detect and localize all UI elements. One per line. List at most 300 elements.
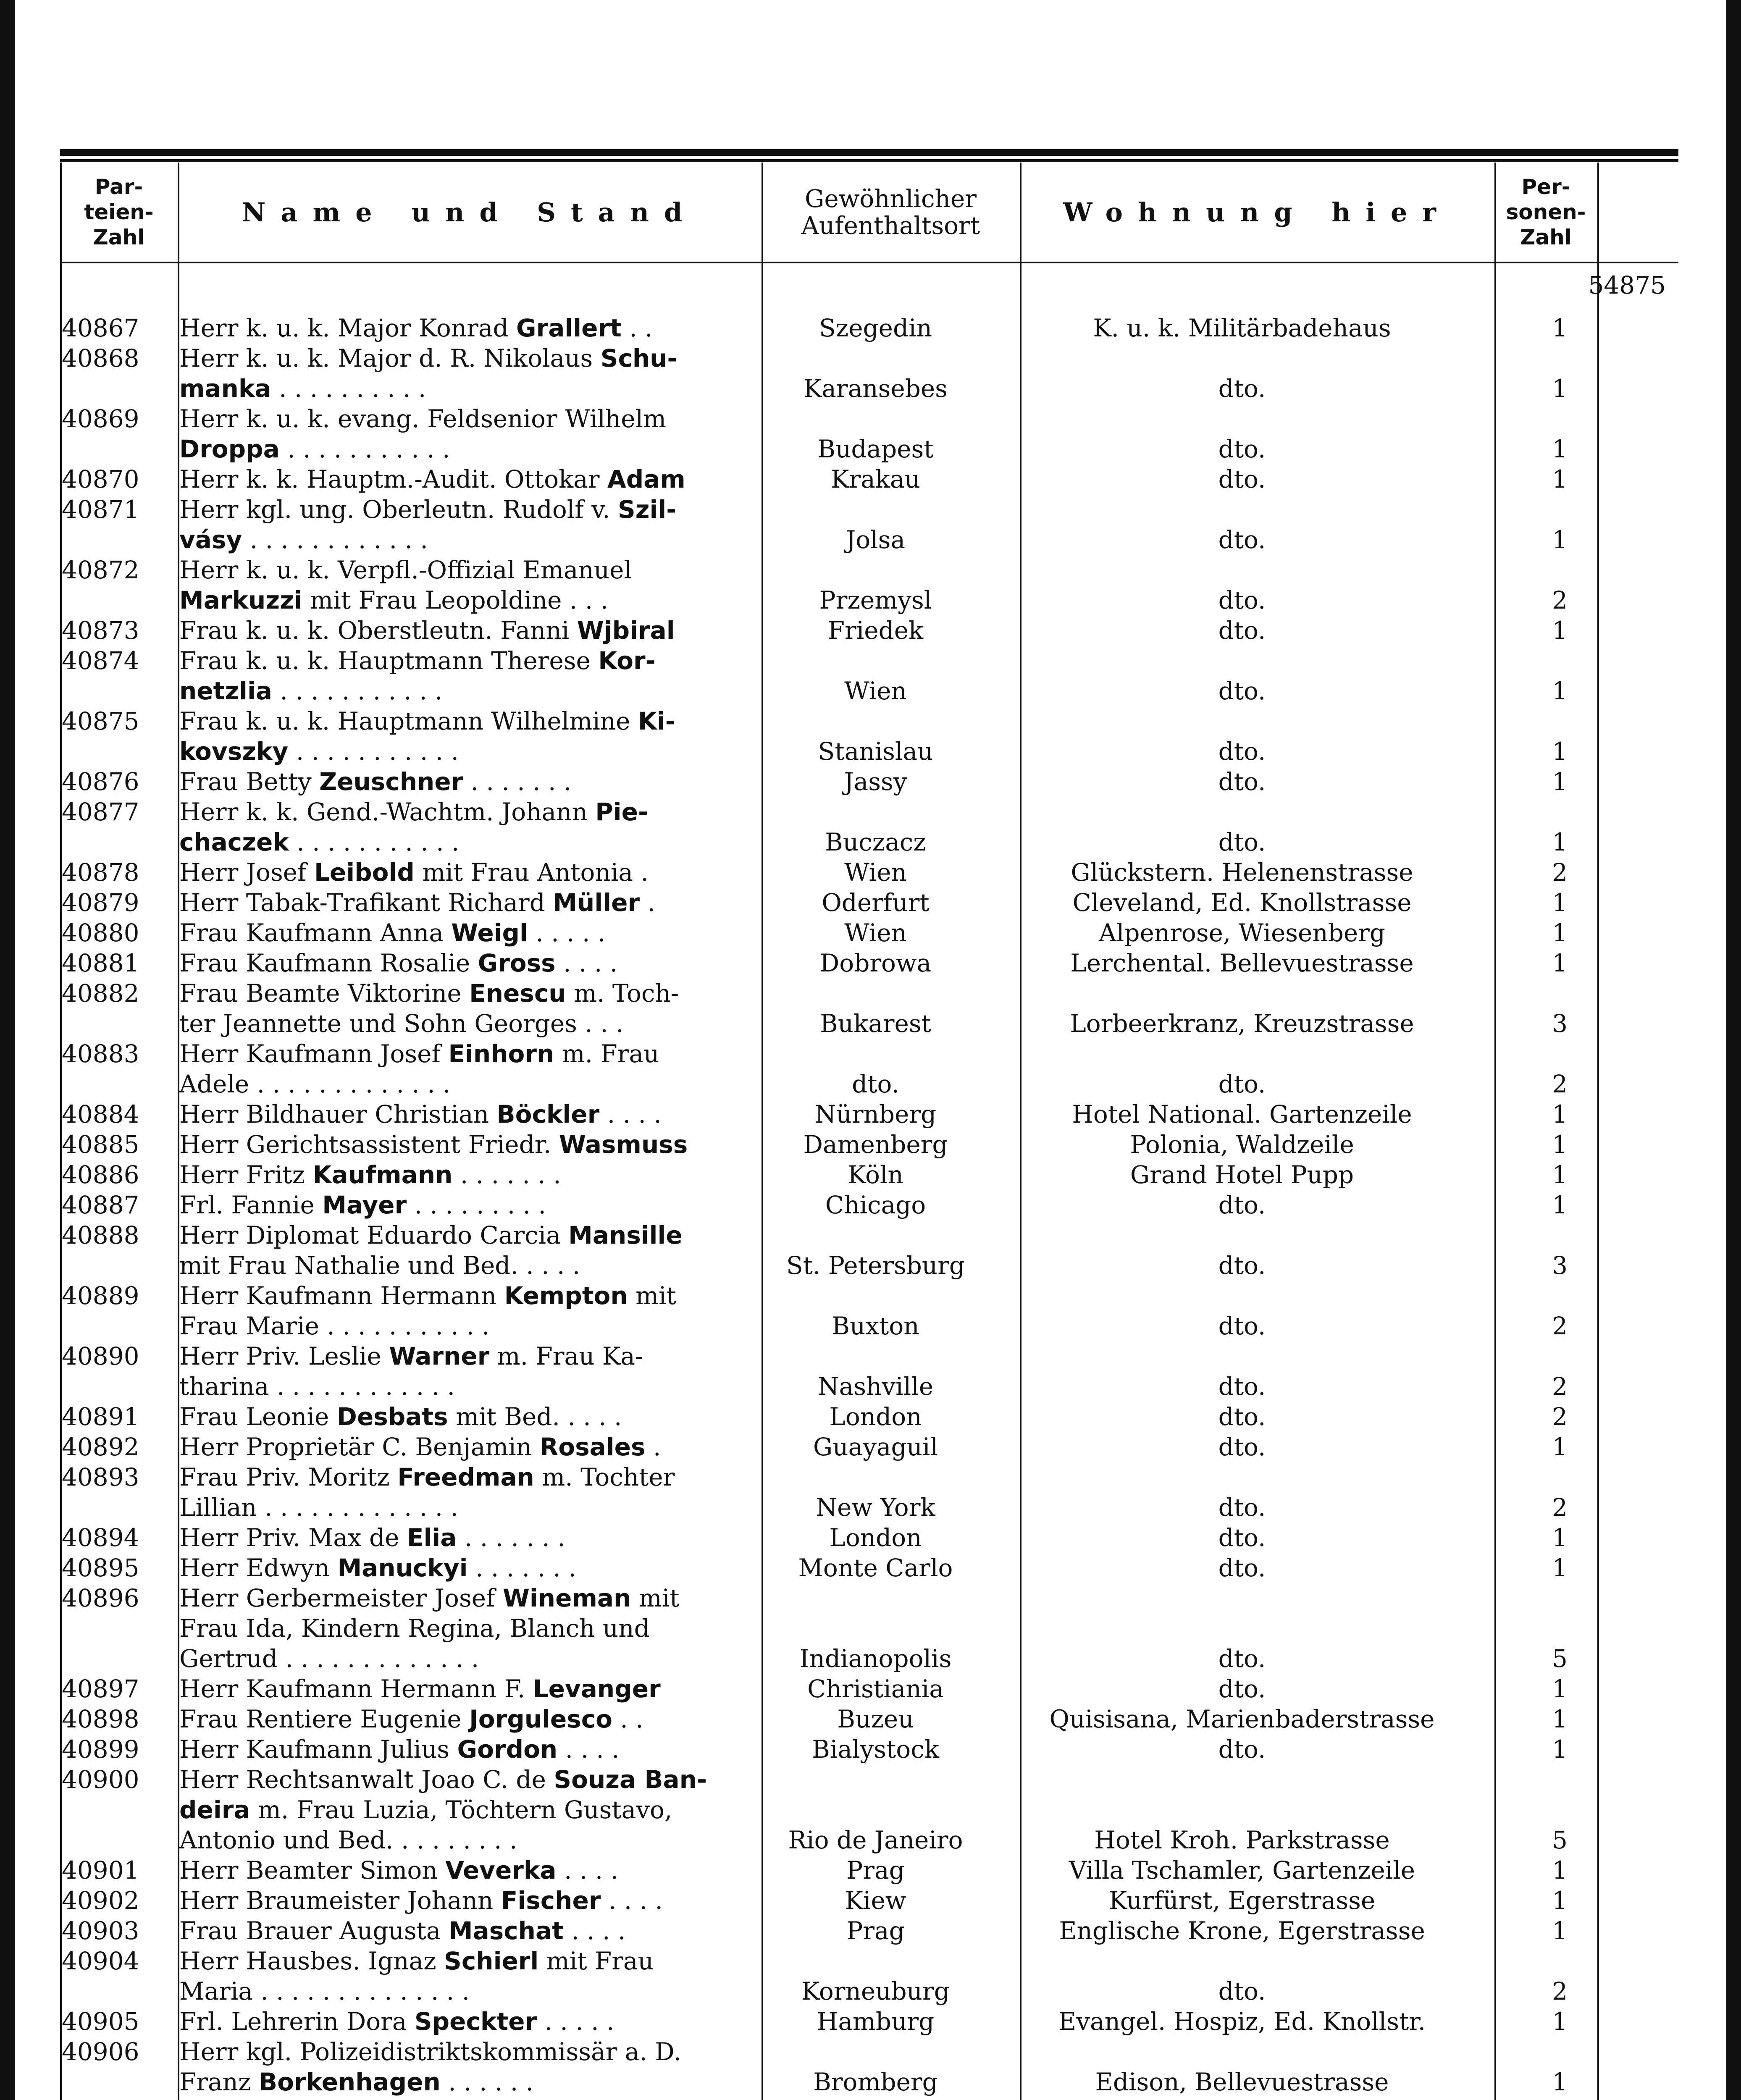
guest-name-and-status bbox=[163, 2037, 746, 2097]
party-number: 40888 bbox=[62, 1221, 139, 1250]
lodging-text: dto. bbox=[1218, 677, 1266, 705]
residence-text: Bukarest bbox=[820, 1009, 931, 1038]
register-entry bbox=[60, 1553, 1678, 1583]
name-text: Herr Hausbes. Ignaz bbox=[179, 1947, 444, 1975]
name-text: Herr Bildhauer Christian bbox=[179, 1100, 497, 1129]
guest-name-and-status bbox=[163, 1764, 746, 1855]
person-count-text: 1 bbox=[1552, 2068, 1568, 2096]
usual-residence bbox=[746, 615, 1005, 646]
usual-residence bbox=[746, 1341, 1005, 1402]
party-number: 40880 bbox=[62, 919, 139, 947]
register-entry bbox=[60, 1432, 1678, 1462]
surname: Mayer bbox=[322, 1191, 407, 1219]
usual-residence bbox=[746, 1522, 1005, 1553]
guest-name-and-status bbox=[163, 1160, 746, 1190]
person-count-text: 2 bbox=[1552, 1977, 1568, 2006]
residence-text: Krakau bbox=[831, 465, 920, 494]
usual-residence bbox=[746, 1885, 1005, 1916]
name-text: . . . . . . . bbox=[463, 767, 572, 796]
local-lodging bbox=[1005, 948, 1479, 978]
name-line bbox=[179, 1039, 738, 1069]
name-text: . bbox=[645, 1433, 661, 1461]
top-rule-thin bbox=[60, 159, 1678, 162]
name-line bbox=[179, 646, 738, 676]
lodging-text: Lorbeerkranz, Kreuzstrasse bbox=[1070, 1009, 1414, 1038]
lodging-text: dto. bbox=[1218, 586, 1266, 614]
lodging-text: Lerchental. Bellevuestrasse bbox=[1070, 949, 1414, 977]
name-line bbox=[179, 1129, 738, 1160]
surname: Speckter bbox=[414, 2007, 537, 2036]
name-text: . . . . bbox=[601, 1886, 663, 1915]
local-lodging bbox=[1005, 797, 1479, 857]
name-text: . . . . . . . bbox=[467, 1554, 576, 1582]
register-entry bbox=[60, 918, 1678, 948]
name-line bbox=[179, 1341, 738, 1371]
surname: Veverka bbox=[445, 1856, 557, 1885]
person-count-text: 1 bbox=[1552, 919, 1568, 947]
name-line bbox=[179, 1825, 738, 1855]
person-count-text: 1 bbox=[1552, 1433, 1568, 1461]
person-count bbox=[1479, 2006, 1580, 2037]
header-wohnung-hier: Wohnung hier bbox=[1063, 197, 1451, 228]
surname: Zeuschner bbox=[319, 767, 463, 796]
person-count bbox=[1479, 1160, 1580, 1190]
name-text: Herr Priv. Leslie bbox=[179, 1342, 389, 1370]
name-line bbox=[179, 1855, 738, 1885]
person-count bbox=[1479, 1462, 1580, 1522]
local-lodging bbox=[1005, 1039, 1479, 1099]
person-count-text: 1 bbox=[1552, 888, 1568, 917]
surname: Wasmuss bbox=[559, 1130, 688, 1159]
local-lodging bbox=[1005, 1220, 1479, 1281]
register-entry bbox=[60, 2006, 1678, 2037]
person-count bbox=[1479, 1734, 1580, 1764]
surname: chaczek bbox=[179, 828, 289, 856]
party-number: 40892 bbox=[62, 1433, 139, 1461]
residence-text: Kiew bbox=[845, 1886, 906, 1915]
name-text: Herr Diplomat Eduardo Carcia bbox=[179, 1221, 569, 1250]
usual-residence bbox=[746, 1039, 1005, 1099]
surname: Schu- bbox=[600, 344, 677, 373]
lodging-text: Evangel. Hospiz, Ed. Knollstr. bbox=[1058, 2007, 1426, 2036]
residence-text: Prag bbox=[846, 1856, 905, 1885]
residence-text: Buzeu bbox=[837, 1705, 914, 1733]
residence-text: Christiania bbox=[807, 1675, 944, 1703]
lodging-text: dto. bbox=[1218, 1191, 1266, 1219]
name-line bbox=[179, 706, 738, 736]
name-text: Lillian . . . . . . . . . . . . . bbox=[179, 1493, 458, 1522]
name-text: Frau k. u. k. Hauptmann Therese bbox=[179, 646, 599, 675]
name-text: Frau Kaufmann Rosalie bbox=[179, 949, 478, 977]
guest-name-and-status bbox=[163, 978, 746, 1039]
register-entry bbox=[60, 1129, 1678, 1160]
name-line bbox=[179, 434, 738, 464]
guest-name-and-status bbox=[163, 1734, 746, 1764]
name-text: Frau Marie . . . . . . . . . . . bbox=[179, 1312, 490, 1340]
surname: Adam bbox=[607, 465, 685, 494]
surname: Einhorn bbox=[448, 1040, 554, 1068]
name-text: Herr kgl. ung. Oberleutn. Rudolf v. bbox=[179, 495, 618, 524]
local-lodging bbox=[1005, 1462, 1479, 1522]
name-text: Frau Betty bbox=[179, 767, 320, 796]
register-entry bbox=[60, 1190, 1678, 1220]
local-lodging bbox=[1005, 2006, 1479, 2037]
person-count-text: 1 bbox=[1552, 767, 1568, 796]
usual-residence bbox=[746, 1462, 1005, 1522]
person-count bbox=[1479, 1129, 1580, 1160]
lodging-text: dto. bbox=[1218, 616, 1266, 645]
surname: Wjbiral bbox=[577, 616, 675, 645]
person-count-text: 1 bbox=[1552, 1886, 1568, 1915]
local-lodging bbox=[1005, 1946, 1479, 2006]
name-text: mit bbox=[628, 1281, 676, 1310]
guest-name-and-status bbox=[163, 2006, 746, 2037]
surname: Maschat bbox=[448, 1916, 564, 1945]
usual-residence bbox=[746, 494, 1005, 555]
name-text: . . . . bbox=[557, 1735, 620, 1764]
usual-residence bbox=[746, 978, 1005, 1039]
residence-text: Guayaguil bbox=[813, 1433, 938, 1461]
name-line bbox=[179, 313, 738, 343]
surname: Gordon bbox=[457, 1735, 558, 1764]
usual-residence bbox=[746, 1855, 1005, 1885]
person-count bbox=[1479, 706, 1580, 766]
party-number: 40870 bbox=[62, 465, 139, 494]
person-count-text: 2 bbox=[1552, 1312, 1568, 1340]
surname: kovszky bbox=[179, 737, 289, 766]
guest-name-and-status bbox=[163, 948, 746, 978]
name-text: m. Frau Luzia, Töchtern Gustavo, bbox=[250, 1796, 672, 1824]
person-count-text: 2 bbox=[1552, 1402, 1568, 1431]
local-lodging bbox=[1005, 646, 1479, 706]
usual-residence bbox=[746, 313, 1005, 343]
name-line bbox=[179, 2037, 738, 2067]
person-count bbox=[1479, 1341, 1580, 1402]
lodging-text: dto. bbox=[1218, 1493, 1266, 1522]
usual-residence bbox=[746, 918, 1005, 948]
guest-name-and-status bbox=[163, 1674, 746, 1704]
party-number: 40874 bbox=[62, 646, 139, 675]
guest-name-and-status bbox=[163, 1281, 746, 1341]
person-count-text: 2 bbox=[1552, 586, 1568, 614]
person-count-text: 1 bbox=[1552, 1735, 1568, 1764]
residence-text: Chicago bbox=[825, 1191, 926, 1219]
person-count bbox=[1479, 343, 1580, 404]
party-number: 40893 bbox=[62, 1463, 139, 1491]
lodging-text: dto. bbox=[1218, 737, 1266, 766]
surname: Wineman bbox=[502, 1584, 631, 1612]
local-lodging bbox=[1005, 1160, 1479, 1190]
register-entry bbox=[60, 978, 1678, 1039]
local-lodging bbox=[1005, 555, 1479, 615]
name-line bbox=[179, 1069, 738, 1099]
usual-residence bbox=[746, 1674, 1005, 1704]
register-entry bbox=[60, 887, 1678, 918]
name-text: Herr Kaufmann Hermann F. bbox=[179, 1675, 533, 1703]
lodging-text: dto. bbox=[1218, 1402, 1266, 1431]
guest-name-and-status bbox=[163, 1916, 746, 1946]
lodging-text: Cleveland, Ed. Knollstrasse bbox=[1072, 888, 1412, 917]
person-count bbox=[1479, 2037, 1580, 2097]
guest-name-and-status bbox=[163, 1129, 746, 1160]
name-text: Frau Priv. Moritz bbox=[179, 1463, 398, 1491]
register-entry bbox=[60, 1522, 1678, 1553]
name-text: Frau Ida, Kindern Regina, Blanch und bbox=[179, 1614, 650, 1643]
local-lodging bbox=[1005, 918, 1479, 948]
name-text: Frau Beamte Viktorine bbox=[179, 979, 470, 1008]
residence-text: Bialystock bbox=[812, 1735, 939, 1764]
person-count bbox=[1479, 857, 1580, 887]
name-text: m. Toch- bbox=[566, 979, 679, 1008]
residence-text: Nürnberg bbox=[814, 1100, 937, 1129]
local-lodging bbox=[1005, 313, 1479, 343]
usual-residence bbox=[746, 1432, 1005, 1462]
register-entry bbox=[60, 464, 1678, 494]
person-count-text: 1 bbox=[1552, 677, 1568, 705]
usual-residence bbox=[746, 1129, 1005, 1160]
name-text: Herr Proprietär C. Benjamin bbox=[179, 1433, 540, 1461]
residence-text: Buczacz bbox=[825, 828, 926, 856]
usual-residence bbox=[746, 464, 1005, 494]
register-entry bbox=[60, 1099, 1678, 1129]
party-number: 40899 bbox=[62, 1735, 139, 1764]
person-count-text: 1 bbox=[1552, 2007, 1568, 2036]
residence-text: Rio de Janeiro bbox=[788, 1826, 963, 1854]
register-entry bbox=[60, 1916, 1678, 1946]
residence-text: Köln bbox=[848, 1160, 903, 1189]
name-line bbox=[179, 1492, 738, 1522]
surname: manka bbox=[179, 374, 271, 403]
lodging-text: dto. bbox=[1218, 525, 1266, 554]
lodging-text: dto. bbox=[1218, 1312, 1266, 1340]
person-count bbox=[1479, 1220, 1580, 1281]
lodging-text: Villa Tschamler, Gartenzeile bbox=[1069, 1856, 1415, 1885]
surname: Müller bbox=[553, 888, 640, 917]
guest-name-and-status bbox=[163, 313, 746, 343]
party-number: 40872 bbox=[62, 556, 139, 584]
surname: Gross bbox=[478, 949, 556, 977]
local-lodging bbox=[1005, 1129, 1479, 1160]
person-count-text: 2 bbox=[1552, 858, 1568, 887]
name-text: Frau Rentiere Eugenie bbox=[179, 1705, 470, 1733]
name-text: . . . . bbox=[555, 949, 618, 977]
party-number: 40867 bbox=[62, 314, 139, 342]
party-number: 40903 bbox=[62, 1916, 139, 1945]
residence-text: Bromberg bbox=[813, 2068, 938, 2096]
name-text: . . . . bbox=[563, 1916, 626, 1945]
party-number: 40873 bbox=[62, 616, 139, 645]
register-entry bbox=[60, 1946, 1678, 2006]
surname: Elia bbox=[407, 1523, 457, 1552]
name-line bbox=[179, 2006, 738, 2037]
person-count-text: 1 bbox=[1552, 465, 1568, 494]
name-line bbox=[179, 736, 738, 766]
person-count-text: 3 bbox=[1552, 1251, 1568, 1280]
surname: Weigl bbox=[451, 919, 528, 947]
guest-name-and-status bbox=[163, 555, 746, 615]
name-line bbox=[179, 827, 738, 857]
name-text: . . . . . . . . . . . . bbox=[242, 525, 428, 554]
person-count-text: 1 bbox=[1552, 314, 1568, 342]
name-line bbox=[179, 525, 738, 555]
surname: Desbats bbox=[336, 1402, 448, 1431]
residence-text: Hamburg bbox=[817, 2007, 935, 2036]
residence-text: Monte Carlo bbox=[798, 1554, 953, 1582]
usual-residence bbox=[746, 404, 1005, 464]
header-aufenthaltsort: Gewöhnlicher Aufenthaltsort bbox=[801, 184, 980, 240]
person-count bbox=[1479, 1553, 1580, 1583]
name-text: Herr kgl. Polizeidistriktskommissär a. D. bbox=[179, 2037, 682, 2066]
local-lodging bbox=[1005, 1432, 1479, 1462]
guest-name-and-status bbox=[163, 1462, 746, 1522]
surname: Fischer bbox=[501, 1886, 601, 1915]
person-count bbox=[1479, 494, 1580, 555]
residence-text: Buxton bbox=[832, 1312, 919, 1340]
surname: Freedman bbox=[397, 1463, 534, 1491]
usual-residence bbox=[746, 2037, 1005, 2097]
lodging-text: dto. bbox=[1218, 1735, 1266, 1764]
surname: Markuzzi bbox=[179, 586, 302, 614]
running-total-start: 54875 bbox=[1588, 271, 1666, 299]
name-line bbox=[179, 1522, 738, 1553]
top-rule bbox=[60, 149, 1678, 156]
name-line bbox=[179, 1643, 738, 1674]
party-number: 40896 bbox=[62, 1584, 139, 1612]
guest-name-and-status bbox=[163, 1522, 746, 1553]
register-entry bbox=[60, 404, 1678, 464]
person-count-text: 1 bbox=[1552, 1675, 1568, 1703]
name-text: . . . . . . bbox=[440, 2068, 534, 2096]
name-text: Gertrud . . . . . . . . . . . . . bbox=[179, 1644, 479, 1673]
usual-residence bbox=[746, 1402, 1005, 1432]
local-lodging bbox=[1005, 1553, 1479, 1583]
name-line bbox=[179, 978, 738, 1008]
name-text: Herr Braumeister Johann bbox=[179, 1886, 501, 1915]
name-text: Herr Fritz bbox=[179, 1160, 313, 1189]
name-text: m. Frau Ka- bbox=[489, 1342, 643, 1370]
lodging-text: Grand Hotel Pupp bbox=[1130, 1160, 1354, 1189]
header-parteien-zahl: Par- teien- Zahl bbox=[84, 175, 154, 249]
register-entry bbox=[60, 646, 1678, 706]
name-line bbox=[179, 1432, 738, 1462]
lodging-text: dto. bbox=[1218, 374, 1266, 403]
name-line bbox=[179, 1976, 738, 2006]
register-entry bbox=[60, 857, 1678, 887]
person-count bbox=[1479, 646, 1580, 706]
party-number: 40869 bbox=[62, 404, 139, 433]
residence-text: Nashville bbox=[817, 1372, 934, 1401]
usual-residence bbox=[746, 1704, 1005, 1734]
person-count-text: 1 bbox=[1552, 616, 1568, 645]
name-text: . . . . . bbox=[537, 2007, 614, 2036]
name-line bbox=[179, 1008, 738, 1039]
usual-residence bbox=[746, 706, 1005, 766]
name-text: Adele . . . . . . . . . . . . . bbox=[179, 1070, 451, 1098]
person-count bbox=[1479, 615, 1580, 646]
party-number: 40906 bbox=[62, 2037, 139, 2066]
lodging-text: Kurfürst, Egerstrasse bbox=[1108, 1886, 1376, 1915]
guest-name-and-status bbox=[163, 1704, 746, 1734]
residence-text: Dobrowa bbox=[819, 949, 932, 977]
usual-residence bbox=[746, 1764, 1005, 1855]
usual-residence bbox=[746, 555, 1005, 615]
register-entry bbox=[60, 615, 1678, 646]
person-count bbox=[1479, 555, 1580, 615]
usual-residence bbox=[746, 1160, 1005, 1190]
usual-residence bbox=[746, 1583, 1005, 1674]
register-entry bbox=[60, 1674, 1678, 1704]
register-entry bbox=[60, 1583, 1678, 1674]
name-text: Franz bbox=[179, 2068, 259, 2096]
person-count bbox=[1479, 978, 1580, 1039]
name-line bbox=[179, 1462, 738, 1492]
register-entry bbox=[60, 1885, 1678, 1916]
local-lodging bbox=[1005, 706, 1479, 766]
residence-text: Budapest bbox=[817, 435, 934, 463]
residence-text: Korneuburg bbox=[801, 1977, 950, 2006]
person-count bbox=[1479, 948, 1580, 978]
name-text: Frl. Fannie bbox=[179, 1191, 323, 1219]
party-number: 40889 bbox=[62, 1281, 139, 1310]
guest-name-and-status bbox=[163, 918, 746, 948]
usual-residence bbox=[746, 1281, 1005, 1341]
name-text: Herr k. k. Gend.-Wachtm. Johann bbox=[179, 798, 596, 826]
name-text: tharina . . . . . . . . . . . . bbox=[179, 1372, 455, 1401]
person-count-text: 1 bbox=[1552, 1554, 1568, 1582]
local-lodging bbox=[1005, 1522, 1479, 1553]
person-count bbox=[1479, 766, 1580, 797]
person-count bbox=[1479, 1946, 1580, 2006]
lodging-text: Alpenrose, Wiesenberg bbox=[1098, 919, 1386, 947]
person-count bbox=[1479, 1583, 1580, 1674]
name-text: Herr Gerbermeister Josef bbox=[179, 1584, 503, 1612]
local-lodging bbox=[1005, 1885, 1479, 1916]
local-lodging bbox=[1005, 1704, 1479, 1734]
register-rows bbox=[60, 313, 1678, 2097]
name-text: . . . . . . . . . . . bbox=[272, 677, 443, 705]
lodging-text: dto. bbox=[1218, 1433, 1266, 1461]
register-entry bbox=[60, 1160, 1678, 1190]
lodging-text: Englische Krone, Egerstrasse bbox=[1059, 1916, 1425, 1945]
lodging-text: dto. bbox=[1218, 1070, 1266, 1098]
surname: Levanger bbox=[533, 1675, 661, 1703]
surname: deira bbox=[179, 1796, 250, 1824]
lodging-text: dto. bbox=[1218, 1675, 1266, 1703]
local-lodging bbox=[1005, 1583, 1479, 1674]
register-entry bbox=[60, 1704, 1678, 1734]
usual-residence bbox=[746, 857, 1005, 887]
guest-name-and-status bbox=[163, 857, 746, 887]
party-number: 40887 bbox=[62, 1191, 139, 1219]
name-text: . . . . . bbox=[528, 919, 606, 947]
residence-text: Karansebes bbox=[804, 374, 948, 403]
usual-residence bbox=[746, 948, 1005, 978]
register-entry bbox=[60, 2037, 1678, 2097]
name-text: . . . . . . . . . bbox=[407, 1191, 546, 1219]
usual-residence bbox=[746, 1734, 1005, 1764]
residence-text: Jassy bbox=[844, 767, 907, 796]
name-text: . . . . . . . . . . . bbox=[279, 435, 450, 463]
register-entry bbox=[60, 1734, 1678, 1764]
register-entry bbox=[60, 1764, 1678, 1855]
name-line bbox=[179, 1402, 738, 1432]
party-number: 40884 bbox=[62, 1100, 139, 1129]
register-entry bbox=[60, 797, 1678, 857]
name-text: . . . . . . . . . . . bbox=[288, 737, 459, 766]
name-line bbox=[179, 676, 738, 706]
surname: Manuckyi bbox=[337, 1554, 468, 1582]
residence-text: Wien bbox=[844, 858, 907, 887]
